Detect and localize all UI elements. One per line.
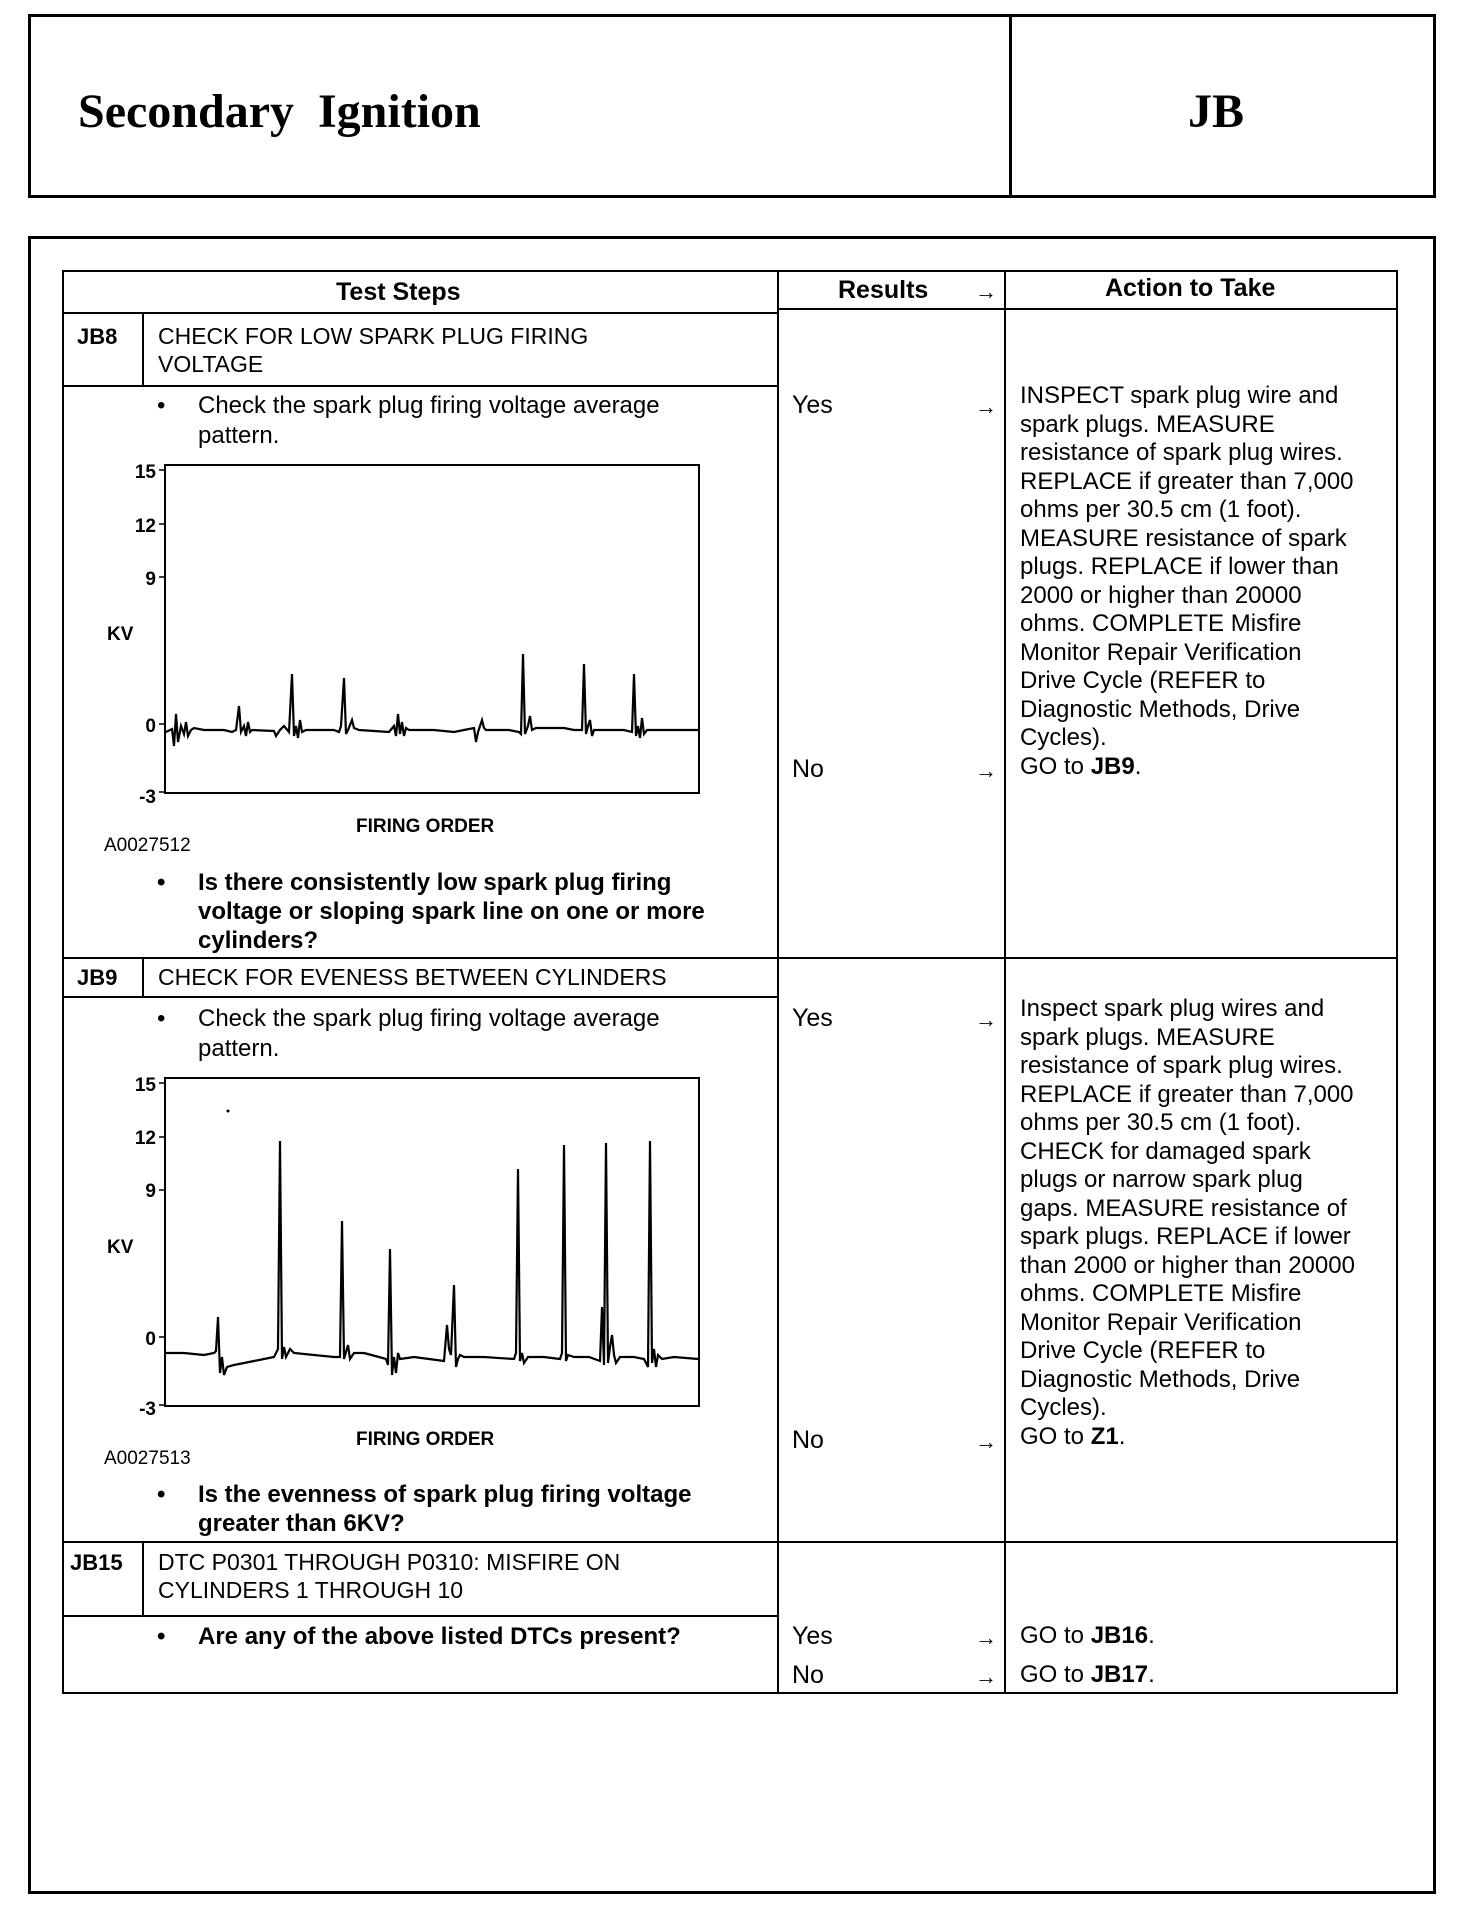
step-caption-line: CHECK FOR LOW SPARK PLUG FIRING xyxy=(158,323,589,349)
action-line: than 2000 or higher than 20000 xyxy=(1020,1251,1355,1279)
question-line: cylinders? xyxy=(198,927,319,954)
waveform-plot xyxy=(164,1077,712,1407)
step-id: JB8 xyxy=(77,324,118,349)
action-line: resistance of spark plug wires. xyxy=(1020,439,1343,466)
action-target-link[interactable]: JB9 xyxy=(1090,752,1135,780)
instruction-line: Check the spark plug firing voltage average xyxy=(198,392,660,419)
result-yes: Yes xyxy=(792,1004,833,1032)
header-row-line-left xyxy=(62,312,778,314)
action-line: REPLACE if greater than 7,000 xyxy=(1020,1080,1354,1108)
question-line: Is there consistently low spark plug firing xyxy=(198,869,672,896)
x-axis-label: FIRING ORDER xyxy=(356,816,495,837)
y-tick-label: 12 xyxy=(134,1128,156,1149)
jb8-id-divider xyxy=(142,312,144,386)
question-line: Is the evenness of spark plug firing voltage xyxy=(198,1481,692,1508)
column-divider-action xyxy=(1004,270,1006,1694)
spark-trace xyxy=(166,1141,698,1375)
header-arrow: → xyxy=(975,279,997,304)
action-yes-text xyxy=(1020,382,1354,781)
y-tick-label: 15 xyxy=(134,1075,156,1096)
action-line: ohms. COMPLETE Misfire xyxy=(1020,1280,1302,1307)
result-no: No xyxy=(792,755,824,783)
action-line: CHECK for damaged spark xyxy=(1020,1137,1311,1165)
action-line: spark plugs. MEASURE xyxy=(1020,410,1275,438)
action-target-link[interactable]: JB16 xyxy=(1090,1622,1149,1649)
jb15-caption-line xyxy=(62,1615,778,1617)
action-line: REPLACE if greater than 7,000 xyxy=(1020,467,1354,495)
page-title: Secondary Ignition xyxy=(78,85,481,138)
instruction-line: pattern. xyxy=(198,422,280,449)
step-caption-line: VOLTAGE xyxy=(158,351,264,377)
action-line: MEASURE resistance of spark xyxy=(1020,524,1347,552)
step-id: JB9 xyxy=(77,965,118,990)
action-line: 2000 or higher than 20000 xyxy=(1020,581,1302,609)
action-line: Inspect spark plug wires and xyxy=(1020,995,1325,1022)
y-tick-label: -3 xyxy=(139,1399,156,1420)
action-line: ohms per 30.5 cm (1 foot). xyxy=(1020,1109,1302,1136)
action-yes xyxy=(1020,1622,1155,1651)
table-border-left xyxy=(62,270,64,1694)
result-no: No xyxy=(792,1426,824,1454)
y-axis-label: KV xyxy=(107,1237,134,1258)
figure-id: A0027513 xyxy=(104,1448,191,1469)
action-line: Monitor Repair Verification xyxy=(1020,638,1302,666)
action-period: . xyxy=(1134,752,1142,780)
header-divider xyxy=(1009,17,1012,195)
header-row-line-right xyxy=(777,308,1397,310)
y-tick-label: 15 xyxy=(134,462,156,483)
y-tick-label: 9 xyxy=(145,569,156,590)
action-line: plugs. REPLACE if lower than xyxy=(1020,553,1339,580)
bullet: • xyxy=(157,1481,166,1508)
y-tick-label: 0 xyxy=(145,1329,156,1350)
waveform-plot xyxy=(164,464,712,794)
action-line: gaps. MEASURE resistance of xyxy=(1020,1194,1347,1222)
header-action: Action to Take xyxy=(1105,274,1276,302)
action-line: Drive Cycle (REFER to xyxy=(1020,1337,1266,1364)
y-tick-label: 0 xyxy=(145,716,156,737)
bullet: • xyxy=(157,392,166,419)
y-tick-label: -3 xyxy=(139,787,156,808)
action-line: spark plugs. MEASURE xyxy=(1020,1023,1275,1051)
result-arrow: → xyxy=(975,1625,997,1650)
step-id: JB15 xyxy=(70,1550,123,1575)
spark-trace xyxy=(166,654,698,746)
result-arrow: → xyxy=(975,394,997,419)
action-period: . xyxy=(1148,1661,1155,1688)
instruction-line: Check the spark plug firing voltage average xyxy=(198,1005,660,1032)
bullet: • xyxy=(157,869,166,896)
question-line: greater than 6KV? xyxy=(198,1510,405,1537)
action-go-to: GO to xyxy=(1020,1661,1091,1688)
action-no xyxy=(1020,753,1354,782)
step-caption-line: CHECK FOR EVENESS BETWEEN CYLINDERS xyxy=(158,964,667,990)
header-results: Results xyxy=(838,276,929,304)
action-target-link[interactable]: JB17 xyxy=(1090,1661,1149,1688)
table-border-top xyxy=(62,270,1398,272)
action-go-to: GO to xyxy=(1020,1422,1091,1450)
result-arrow: → xyxy=(975,1664,997,1689)
action-line: resistance of spark plug wires. xyxy=(1020,1052,1343,1079)
y-tick-label: 12 xyxy=(134,516,156,537)
figure-id: A0027512 xyxy=(104,835,191,856)
question-line: Are any of the above listed DTCs present? xyxy=(198,1623,681,1650)
result-yes: Yes xyxy=(792,391,833,419)
action-line: ohms per 30.5 cm (1 foot). xyxy=(1020,496,1302,523)
instruction-line: pattern. xyxy=(198,1035,280,1062)
result-yes: Yes xyxy=(792,1622,833,1650)
section-code: JB xyxy=(1188,85,1245,138)
result-arrow: → xyxy=(975,1007,997,1032)
action-target-link[interactable]: Z1 xyxy=(1090,1422,1119,1450)
result-arrow: → xyxy=(975,758,997,783)
action-line: Drive Cycle (REFER to xyxy=(1020,667,1266,694)
column-divider-results xyxy=(777,270,779,1694)
step-caption-line: DTC P0301 THROUGH P0310: MISFIRE ON xyxy=(158,1549,621,1575)
jb9-caption-line xyxy=(62,996,778,998)
action-period: . xyxy=(1118,1422,1126,1450)
action-line: ohms. COMPLETE Misfire xyxy=(1020,610,1302,637)
x-axis-label: FIRING ORDER xyxy=(356,1429,495,1450)
jb8-caption-line xyxy=(62,385,778,387)
question-line: voltage or sloping spark line on one or more xyxy=(198,898,705,925)
result-arrow: → xyxy=(975,1429,997,1454)
action-line: spark plugs. REPLACE if lower xyxy=(1020,1223,1351,1250)
action-no xyxy=(1020,1661,1155,1690)
action-line: Cycles). xyxy=(1020,1394,1107,1421)
action-line: plugs or narrow spark plug xyxy=(1020,1166,1303,1193)
action-line: Diagnostic Methods, Drive xyxy=(1020,695,1301,723)
jb9-id-divider xyxy=(142,957,144,997)
header-test-steps: Test Steps xyxy=(336,278,461,306)
bullet: • xyxy=(157,1623,166,1650)
y-axis-label: KV xyxy=(107,624,134,645)
row-divider-jb8-jb9 xyxy=(62,957,1398,959)
action-no xyxy=(1020,1423,1355,1452)
action-line: Monitor Repair Verification xyxy=(1020,1308,1302,1336)
stray-dot xyxy=(227,1110,230,1113)
action-line: Cycles). xyxy=(1020,724,1107,751)
action-go-to: GO to xyxy=(1020,752,1091,780)
action-go-to: GO to xyxy=(1020,1622,1091,1649)
step-caption-line: CYLINDERS 1 THROUGH 10 xyxy=(158,1577,464,1603)
result-no: No xyxy=(792,1661,824,1689)
plot-frame xyxy=(165,465,699,793)
action-yes-text xyxy=(1020,995,1355,1451)
action-line: Diagnostic Methods, Drive xyxy=(1020,1365,1301,1393)
table-border-right xyxy=(1396,270,1398,1694)
action-line: INSPECT spark plug wire and xyxy=(1020,382,1339,409)
y-tick-label: 9 xyxy=(145,1181,156,1202)
jb15-id-divider xyxy=(142,1541,144,1616)
action-period: . xyxy=(1148,1622,1155,1649)
bullet: • xyxy=(157,1005,166,1032)
table-border-bottom xyxy=(62,1692,1398,1694)
row-divider-jb9-jb15 xyxy=(62,1541,1398,1543)
